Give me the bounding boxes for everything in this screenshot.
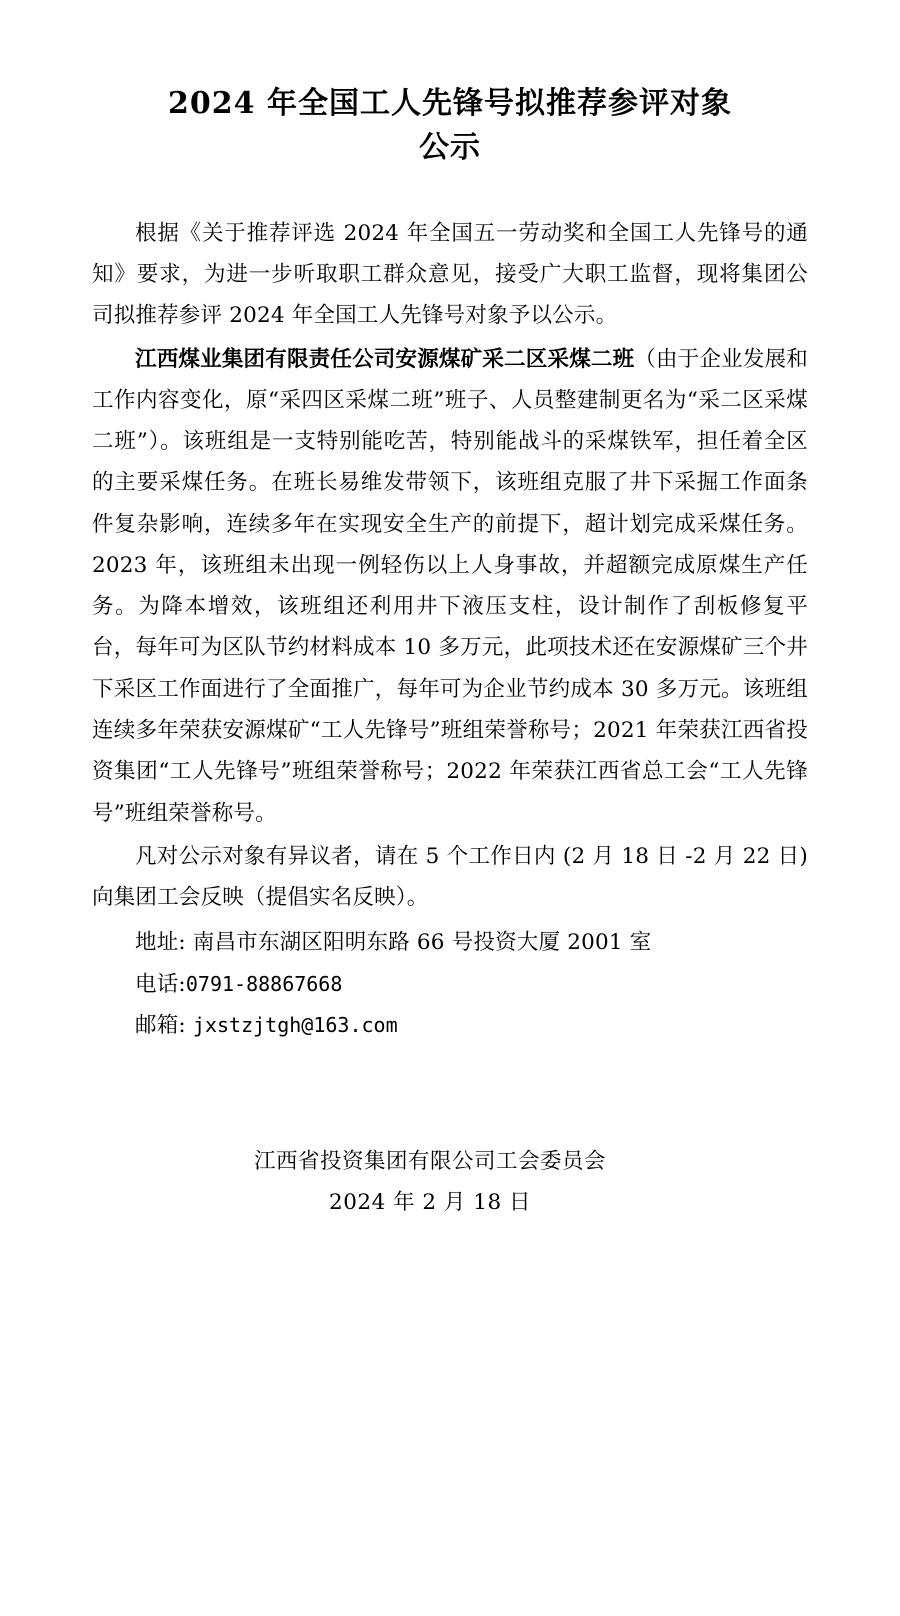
paragraph-honoree <box>92 339 808 834</box>
contact-phone <box>92 964 808 1005</box>
signature-date: 2024 年 2 月 18 日 <box>329 1189 531 1215</box>
honoree-description: （由于企业发展和工作内容变化，原“采四区采煤二班”班子、人员整建制更名为“采二区采煤二班”）。该班组是一支特别能吃苦，特别能战斗的采煤铁军，担任着全区的主要采煤任务。在班长易维发带领下，该班组克服了井下采掘工作面条件复杂影响，连续多年在实现安全生产的前提下，超计划完成采煤任务。2023 年，该班组未出现一例轻伤以上人身事故，并超额完成原煤生产任务。为降本增效，该班组还利用井下液压支柱，设计制作了刮板修复平台，每年可为区队节约材料成本 10 多万元，此项技术还在安源煤矿三个井下采区工作面进行了全面推广，每年可为企业节约成本 30 多万元。该班组连续多年荣获安源煤矿“工人先锋号”班组荣誉称号；2021 年荣获江西省投资集团“工人先锋号”班组荣誉称号；2022 年荣获江西省总工会“工人先锋号”班组荣誉称号。 <box>92 346 808 826</box>
contact-email-value: jxstzjtgh@163.com <box>192 1012 398 1037</box>
paragraph-objection-notice: 凡对公示对象有异议者，请在 5 个工作日内 (2 月 18 日 -2 月 22 日) 向集团工会反映（提倡实名反映）。 <box>92 843 808 911</box>
page-title-line-2: 公示 <box>419 130 481 166</box>
paragraph-intro: 根据《关于推荐评选 2024 年全国五一劳动奖和全国工人先锋号的通知》要求，为进一步听取职工群众意见，接受广大职工监督，现将集团公司拟推荐参评 2024 年全国工人先锋号对象予以公示。 <box>92 220 808 329</box>
document-body <box>92 213 808 1046</box>
page-title-line-1: 2024 年全国工人先锋号拟推荐参评对象 <box>168 86 732 121</box>
honoree-name: 江西煤业集团有限责任公司安源煤矿采二区采煤二班 <box>135 346 635 372</box>
page-title <box>128 82 772 171</box>
contact-email-label: 邮箱: <box>135 1012 186 1038</box>
contact-email <box>92 1005 808 1046</box>
contact-address: 地址: 南昌市东湖区阳明东路 66 号投资大厦 2001 室 <box>135 930 652 956</box>
contact-phone-value: 0791-88867668 <box>185 971 343 996</box>
contact-block <box>92 922 808 1046</box>
signature-block <box>92 1142 808 1224</box>
contact-phone-label: 电话: <box>135 971 186 997</box>
signature-organization: 江西省投资集团有限公司工会委员会 <box>253 1149 606 1175</box>
